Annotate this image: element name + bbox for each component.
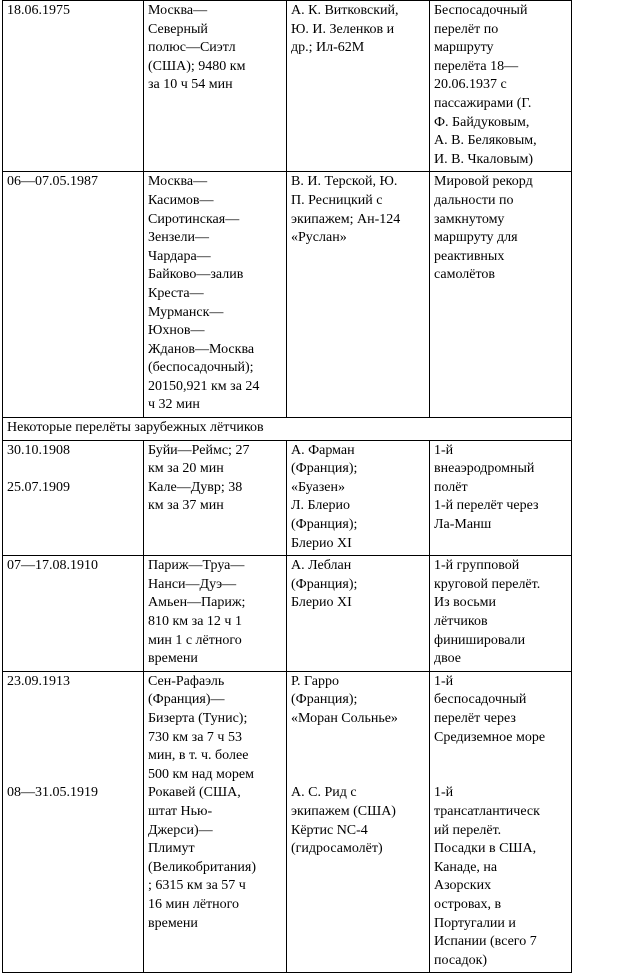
- note-text: 1-й внеаэродромный полёт: [434, 442, 535, 495]
- crew-text: Р. Гарро (Франция); «Моран Сольнье»: [291, 673, 398, 726]
- route-text: Париж—Труа— Нанси—Дуэ— Амьен—Париж; 810 км за 12 ч 1 мин 1 с лётного времени: [148, 558, 246, 667]
- route-cell: [144, 440, 287, 556]
- date-text: 07—17.08.1910: [7, 558, 98, 574]
- table-row: [3, 556, 572, 672]
- date-cell: [3, 671, 144, 973]
- date-text: 08—31.05.1919: [7, 785, 98, 801]
- note-text: 1-й беспосадочный перелёт через Средиземное море: [434, 673, 546, 745]
- route-text: Москва— Касимов— Сиротинская— Зензели— Чардара— Байково—залив Креста— Мурманск— Юхнов— Жданов—Москва (беспосадочный); 20150,921 км за 24 ч 32 мин: [148, 174, 260, 413]
- crew-text: А. Леблан (Франция); Блерио XI: [291, 558, 358, 611]
- date-cell: [3, 440, 144, 556]
- date-cell: [3, 556, 144, 672]
- crew-cell: [287, 556, 430, 672]
- date-text: 30.10.1908: [7, 442, 70, 458]
- table-row: [3, 172, 572, 418]
- route-text: Сен-Рафаэль (Франция)— Бизерта (Тунис); 730 км за 7 ч 53 мин, в т. ч. более 500 км над морем: [148, 673, 254, 782]
- date-cell: [3, 1, 144, 172]
- route-cell: [144, 1, 287, 172]
- note-cell: [430, 172, 572, 418]
- date-text: 18.06.1975: [7, 3, 70, 18]
- date-text: 23.09.1913: [7, 673, 70, 689]
- route-cell: [144, 671, 287, 973]
- note-text: 1-й трансатлантическ ий перелёт. Посадки в США, Канаде, на Азорских островах, в Португалии и Испании (всего 7 посадок): [434, 785, 540, 968]
- note-cell: [430, 440, 572, 556]
- date-cell: [3, 172, 144, 418]
- note-text: 1-й перелёт через Ла-Манш: [434, 498, 539, 533]
- crew-cell: [287, 440, 430, 556]
- date-text: 06—07.05.1987: [7, 174, 98, 190]
- crew-text: А. К. Витковский, Ю. И. Зеленков и др.; Ил-62М: [291, 3, 399, 56]
- crew-text: В. И. Терской, Ю. П. Ресницкий с экипажем; Ан-124 «Руслан»: [291, 174, 401, 246]
- table-row: [3, 1, 572, 172]
- crew-text: Л. Блерио (Франция); Блерио XI: [291, 498, 358, 551]
- table-row: [3, 440, 572, 556]
- flights-table: [2, 0, 572, 973]
- route-cell: [144, 556, 287, 672]
- section-header: [3, 418, 572, 441]
- crew-text: А. Фарман (Франция); «Буазен»: [291, 442, 358, 495]
- route-cell: [144, 172, 287, 418]
- note-text: Мировой рекорд дальности по замкнутому маршруту для реактивных самолётов: [434, 174, 533, 283]
- route-text: Кале—Дувр; 38 км за 37 мин: [148, 479, 243, 514]
- section-header-row: [3, 418, 572, 441]
- date-text: 25.07.1909: [7, 479, 70, 495]
- crew-text: А. С. Рид с экипажем (США) Кёртис NC-4 (гидросамолёт): [291, 785, 396, 857]
- crew-cell: [287, 1, 430, 172]
- note-cell: [430, 556, 572, 672]
- note-cell: [430, 671, 572, 973]
- note-text: 1-й групповой круговой перелёт. Из восьми лётчиков финишировали двое: [434, 558, 541, 667]
- crew-cell: [287, 671, 430, 973]
- route-text: Москва— Северный полюс—Сиэтл (США); 9480 км за 10 ч 54 мин: [148, 3, 246, 93]
- route-text: Буйи—Реймс; 27 км за 20 мин: [148, 442, 250, 477]
- table-row: [3, 671, 572, 973]
- crew-cell: [287, 172, 430, 418]
- section-header-text: Некоторые перелёты зарубежных лётчиков: [7, 420, 264, 436]
- note-cell: [430, 1, 572, 172]
- route-text: Рокавей (США, штат Нью- Джерси)— Плимут (Великобритания) ; 6315 км за 57 ч 16 мин лётного времени: [148, 785, 256, 931]
- note-text: Беспосадочный перелёт по маршруту перелёта 18— 20.06.1937 с пассажирами (Г. Ф. Байдуковым, А. В. Беляковым, И. В. Чкаловым): [434, 3, 537, 167]
